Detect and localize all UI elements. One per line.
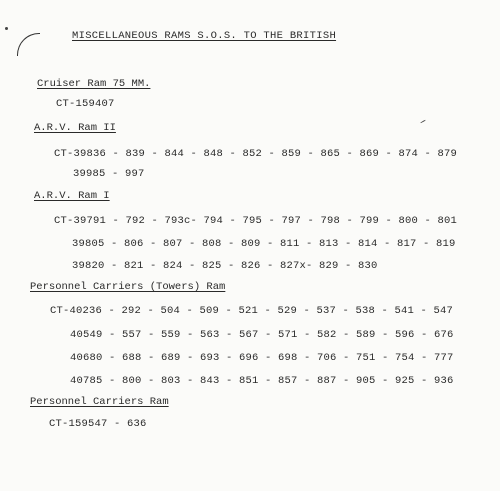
serial-line: 39820 - 821 - 824 - 825 - 826 - 827x- 829 - 830 bbox=[72, 260, 378, 272]
section-heading-arv-ram-ii: A.R.V. Ram II bbox=[34, 122, 116, 134]
serial-line: CT-39791 - 792 - 793c- 794 - 795 - 797 - 798 - 799 - 800 - 801 bbox=[54, 215, 458, 227]
serial-line: CT-159547 - 636 bbox=[49, 418, 147, 430]
ink-speck bbox=[420, 120, 426, 124]
section-heading-personnel-carriers-ram: Personnel Carriers Ram bbox=[30, 396, 169, 408]
serial-line: CT-40236 - 292 - 504 - 509 - 521 - 529 - 537 - 538 - 541 - 547 bbox=[50, 305, 454, 317]
section-heading-arv-ram-i: A.R.V. Ram I bbox=[34, 190, 110, 202]
section-heading-personnel-carriers-towers-ram: Personnel Carriers (Towers) Ram bbox=[30, 281, 226, 293]
ink-speck bbox=[5, 27, 8, 30]
document-title: MISCELLANEOUS RAMS S.O.S. TO THE BRITISH bbox=[72, 30, 337, 42]
serial-line: CT-39836 - 839 - 844 - 848 - 852 - 859 - 865 - 869 - 874 - 879 bbox=[54, 148, 458, 160]
serial-line: 40549 - 557 - 559 - 563 - 567 - 571 - 582 - 589 - 596 - 676 bbox=[70, 329, 454, 341]
serial-line: 39805 - 806 - 807 - 808 - 809 - 811 - 813 - 814 - 817 - 819 bbox=[72, 238, 456, 250]
serial-line: 40680 - 688 - 689 - 693 - 696 - 698 - 706 - 751 - 754 - 777 bbox=[70, 352, 454, 364]
serial-line: CT-159407 bbox=[56, 98, 115, 110]
serial-line: 39985 - 997 bbox=[73, 168, 145, 180]
serial-line: 40785 - 800 - 803 - 843 - 851 - 857 - 887 - 905 - 925 - 936 bbox=[70, 375, 454, 387]
hole-punch-mark bbox=[17, 33, 40, 56]
section-heading-cruiser-ram: Cruiser Ram 75 MM. bbox=[37, 78, 151, 90]
